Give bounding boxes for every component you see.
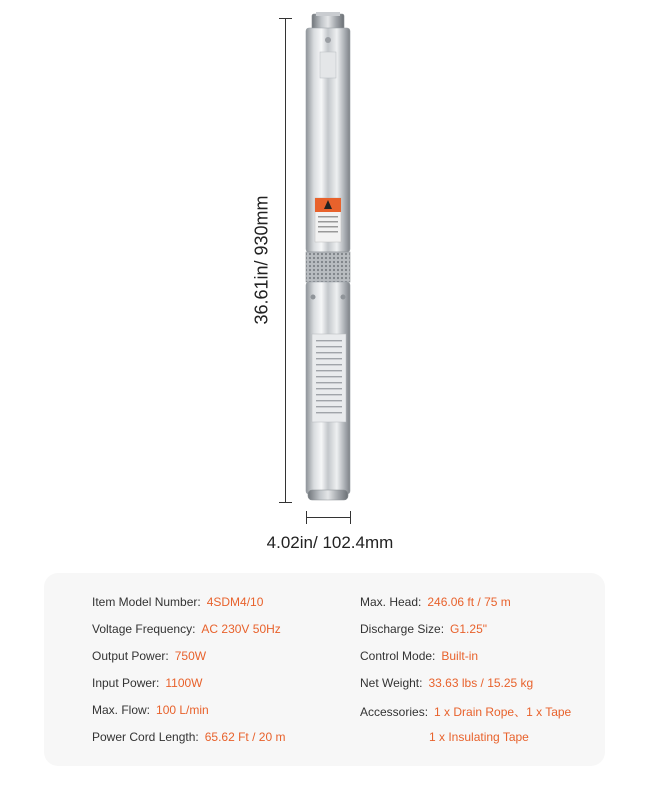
specifications-card xyxy=(44,573,605,766)
spec-value: 1 x Drain Rope、1 x Tape xyxy=(434,705,572,719)
pump-bolt xyxy=(311,295,316,300)
spec-value: 750W xyxy=(174,649,207,663)
spec-row-control-mode xyxy=(360,649,478,663)
spec-value: AC 230V 50Hz xyxy=(201,622,281,636)
spec-row-max-flow xyxy=(92,703,209,717)
spec-row-cord-length xyxy=(92,730,285,744)
spec-value: 65.62 Ft / 20 m xyxy=(204,730,286,744)
spec-value: 246.06 ft / 75 m xyxy=(427,595,511,609)
spec-label: Accessories: xyxy=(360,705,429,719)
spec-label: Net Weight: xyxy=(360,676,423,690)
spec-row-net-weight xyxy=(360,676,533,690)
spec-label: Max. Flow: xyxy=(92,703,151,717)
pump-intake-screen xyxy=(306,252,350,282)
spec-value: 33.63 lbs / 15.25 kg xyxy=(428,676,534,690)
spec-row-discharge-size xyxy=(360,622,487,636)
spec-row-accessories xyxy=(360,703,571,720)
spec-row-max-head xyxy=(360,595,511,609)
spec-value: 4SDM4/10 xyxy=(206,595,264,609)
spec-label: Item Model Number: xyxy=(92,595,201,609)
spec-row-voltage xyxy=(92,622,281,636)
height-dimension-label: 36.61in/ 930mm xyxy=(251,195,272,325)
spec-label: Voltage Frequency: xyxy=(92,622,196,636)
spec-label: Max. Head: xyxy=(360,595,422,609)
spec-label: Input Power: xyxy=(92,676,160,690)
pump-spec-plate xyxy=(312,334,346,422)
warning-sticker xyxy=(315,198,341,242)
pump-outlet xyxy=(312,12,344,30)
spec-row-model xyxy=(92,595,263,609)
spec-label: Discharge Size: xyxy=(360,622,445,636)
pump-bolt xyxy=(341,295,346,300)
spec-value: Built-in xyxy=(441,649,479,663)
spec-value: 1100W xyxy=(165,676,203,690)
pump-top-label xyxy=(320,52,336,78)
spec-row-input-power xyxy=(92,676,203,690)
pump-bottom-cap xyxy=(308,490,348,500)
spec-label: Power Cord Length: xyxy=(92,730,199,744)
spec-label: Output Power: xyxy=(92,649,169,663)
spec-label: Control Mode: xyxy=(360,649,436,663)
spec-row-output-power xyxy=(92,649,206,663)
pump-bolt xyxy=(325,37,331,43)
spec-accessories-extra: 1 x Insulating Tape xyxy=(429,730,529,744)
width-dimension-label: 4.02in/ 102.4mm xyxy=(266,533,394,552)
spec-value: 100 L/min xyxy=(156,703,209,717)
spec-value: G1.25" xyxy=(450,622,487,636)
